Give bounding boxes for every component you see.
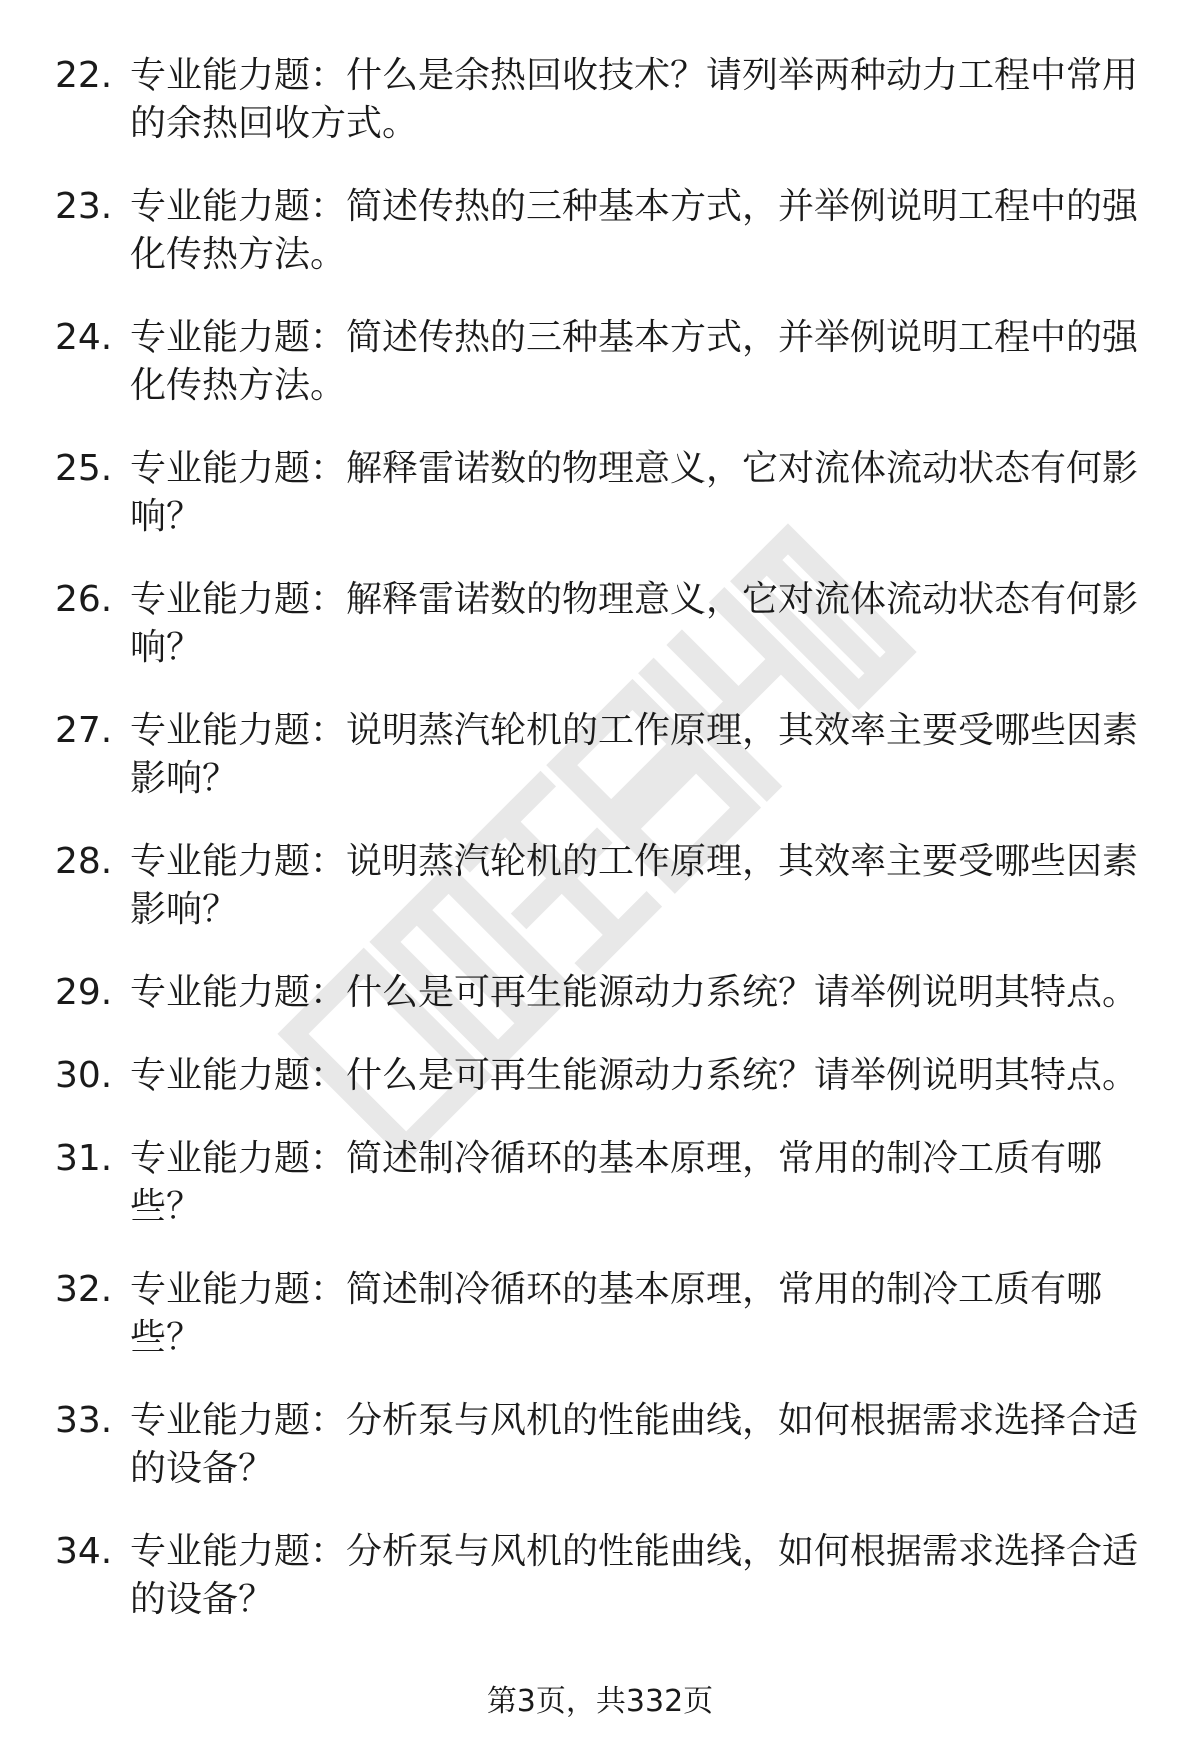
question-item <box>55 838 1155 934</box>
question-item <box>55 969 1155 1017</box>
question-item <box>55 52 1155 148</box>
question-text: 专业能力题：解释雷诺数的物理意义，它对流体流动状态有何影响？ <box>130 448 1139 537</box>
question-text: 专业能力题：简述传热的三种基本方式，并举例说明工程中的强化传热方法。 <box>130 186 1139 275</box>
question-text: 专业能力题：简述传热的三种基本方式，并举例说明工程中的强化传热方法。 <box>130 317 1139 406</box>
question-item <box>55 707 1155 803</box>
question-number: 25. <box>55 448 113 489</box>
question-text: 专业能力题：什么是可再生能源动力系统？请举例说明其特点。 <box>130 972 1139 1013</box>
question-text: 专业能力题：分析泵与风机的性能曲线，如何根据需求选择合适的设备？ <box>130 1531 1139 1620</box>
question-text: 专业能力题：简述制冷循环的基本原理，常用的制冷工质有哪些？ <box>130 1269 1103 1358</box>
question-text: 专业能力题：什么是余热回收技术？请列举两种动力工程中常用的余热回收方式。 <box>130 55 1139 144</box>
question-number: 29. <box>55 972 113 1013</box>
question-item <box>55 183 1155 279</box>
question-item <box>55 445 1155 541</box>
question-number: 27. <box>55 710 113 751</box>
question-number: 32. <box>55 1269 113 1310</box>
question-item <box>55 1052 1155 1100</box>
question-text: 专业能力题：分析泵与风机的性能曲线，如何根据需求选择合适的设备？ <box>130 1400 1139 1489</box>
question-text: 专业能力题：说明蒸汽轮机的工作原理，其效率主要受哪些因素影响？ <box>130 841 1139 930</box>
question-item <box>55 1266 1155 1362</box>
question-item <box>55 1397 1155 1493</box>
question-item <box>55 1135 1155 1231</box>
question-number: 22. <box>55 55 113 96</box>
question-item <box>55 1528 1155 1624</box>
question-text: 专业能力题：简述制冷循环的基本原理，常用的制冷工质有哪些？ <box>130 1138 1103 1227</box>
question-number: 33. <box>55 1400 113 1441</box>
question-number: 31. <box>55 1138 113 1179</box>
question-text: 专业能力题：解释雷诺数的物理意义，它对流体流动状态有何影响？ <box>130 579 1139 668</box>
question-item <box>55 576 1155 672</box>
question-number: 28. <box>55 841 113 882</box>
question-text: 专业能力题：什么是可再生能源动力系统？请举例说明其特点。 <box>130 1055 1139 1096</box>
question-number: 30. <box>55 1055 113 1096</box>
question-item <box>55 314 1155 410</box>
question-number: 26. <box>55 579 113 620</box>
question-number: 24. <box>55 317 113 358</box>
question-text: 专业能力题：说明蒸汽轮机的工作原理，其效率主要受哪些因素影响？ <box>130 710 1139 799</box>
question-number: 34. <box>55 1531 113 1572</box>
question-list <box>55 52 1155 1659</box>
question-number: 23. <box>55 186 113 227</box>
page-footer: 第3页，共332页 <box>486 1684 714 1719</box>
